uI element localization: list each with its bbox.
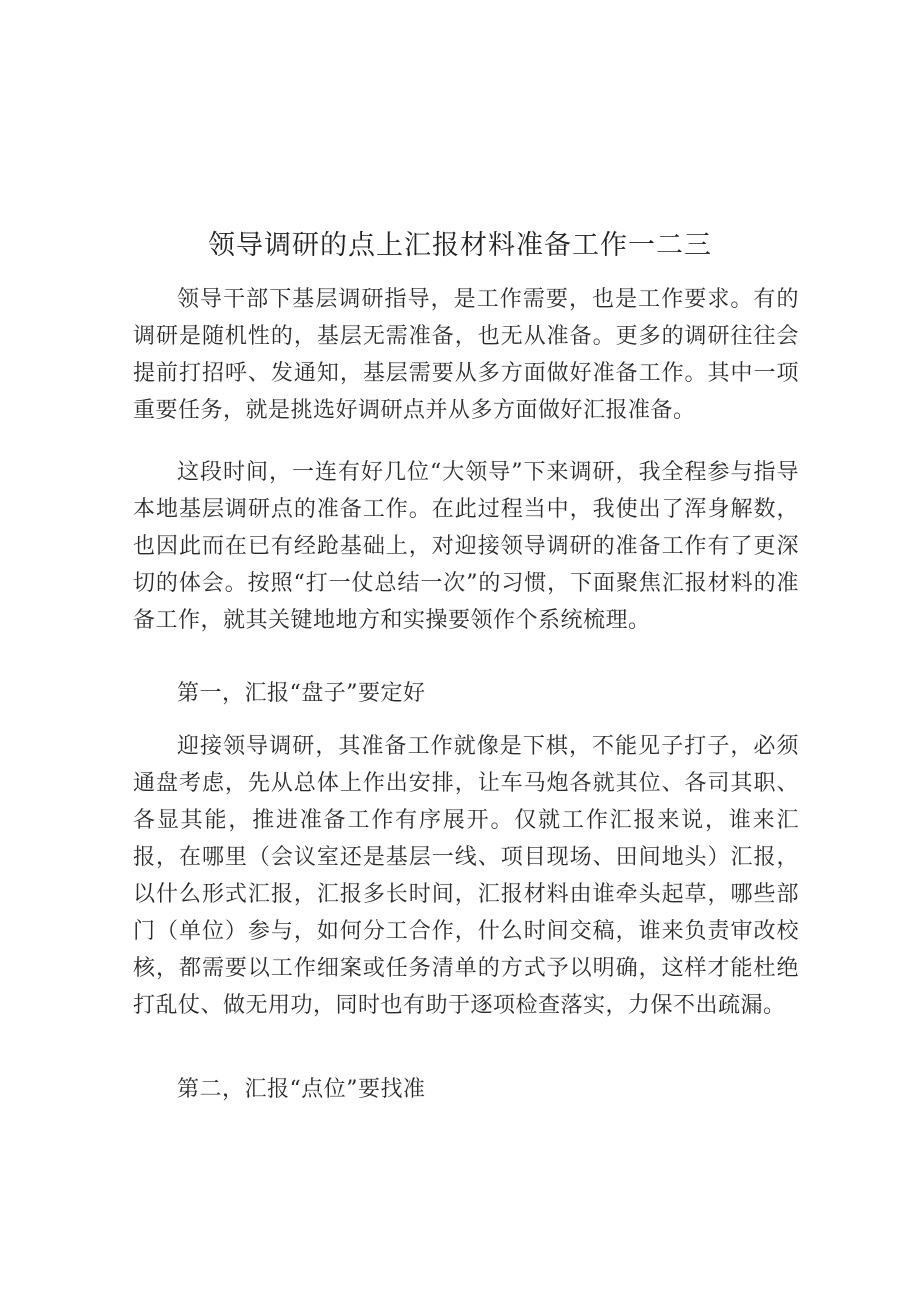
document-title: 领导调研的点上汇报材料准备工作一二三 xyxy=(208,230,712,261)
section-heading-first: 第一，汇报“盘子”要定好 xyxy=(177,681,426,706)
paragraph-first-section: 迎接领导调研，其准备工作就像是下棋，不能见子打子，必须通盘考虑，先从总体上作出安排，让车马炮各就其位、各司其职、各显其能，推进准备工作有序展开。仅就工作汇报来说，谁来汇报，在哪里（会议室还是基层一线、项目现场、田间地头）汇报，以什么形式汇报，汇报多长时间，汇报材料由谁牵头起草，哪些部门（单位）参与，如何分工合作，什么时间交稿，谁来负责审改校核，都需要以工作细案或任务清单的方式予以明确，这样才能杜绝打乱仗、做无用功，同时也有助于逐项检查落实，力保不出疏漏。 xyxy=(133,734,799,1018)
paragraph-background: 这段时间，一连有好几位“大领导”下来调研，我全程参与指导本地基层调研点的准备工作。在此过程当中，我使出了浑身解数，也因此而在已有经跄基础上，对迎接领导调研的准备工作有了更深切的体会。按照“打一仗总结一次”的习惯，下面聚焦汇报材料的准备工作，就其关键地地方和实操要领作个系统梳理。 xyxy=(133,460,799,633)
paragraph-intro: 领导干部下基层调研指导，是工作需要，也是工作要求。有的调研是随机性的，基层无需准备，也无从准备。更多的调研往往会提前打招呼、发通知，基层需要从多方面做好准备工作。其中一项重要任务，就是挑选好调研点并从多方面做好汇报准备。 xyxy=(133,287,799,423)
section-heading-second: 第二，汇报“点位”要找准 xyxy=(177,1077,426,1102)
